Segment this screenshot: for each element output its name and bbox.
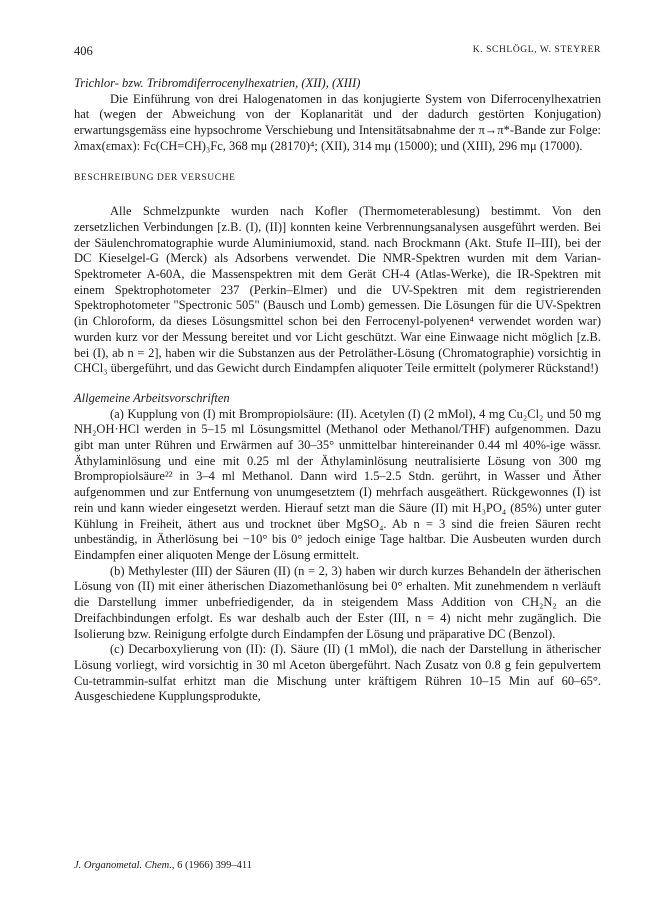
- page-header: [74, 44, 601, 60]
- subsection-heading: Allgemeine Arbeitsvorschriften: [74, 390, 230, 405]
- journal-name: J. Organometal. Chem.: [74, 860, 172, 871]
- page-number: 406: [74, 44, 93, 58]
- body-paragraph: (c) Decarboxylierung von (II): (I). Säure (II) (1 mMol), die nach der Darstellung in ätherischer Lösung vorliegt, wird vorsichtig in 30 ml Aceton übergeführt. Nach Zusatz von 0.8 g fein gepulvertem Cu-tetrammin-sulfat erhitzt man die Mischung unter kräftigem Rühren 10–15 Min auf 60–65°. Ausgeschiedene Kupplungsprodukte,: [74, 642, 601, 704]
- body-paragraph: Die Einführung von drei Halogenatomen in das konjugierte System von Diferrocenylhexatrien hat (wegen der Abweichung von der Koplanarität und der dadurch gestörten Konjugation) erwartungsgemäss eine hypsochrome Verschiebung und Intensitätsabnahme der π→π*-Bande zur Folge: λmax(εmax): Fc(CH=CH)₃Fc, 368 mμ (28170)⁴; (XII), 314 mμ (15000); und (XIII), 296 mμ (17000).: [74, 91, 601, 153]
- body-paragraph: (a) Kupplung von (I) mit Brompropiolsäure: (II). Acetylen (I) (2 mMol), 4 mg Cu₂Cl₂ und 50 mg NH₂OH·HCl werden in 5–15 ml Lösungsmittel (Methanol oder Methanol/THF) aufgenommen. Dazu gibt man unter Rühren und Erwärmen auf 30–35° unmittelbar hintereinander 0.44 ml 40%-ige wässr. Äthylaminlösung und eine mit 0.25 ml der Äthylaminlösung neutralisierte Lösung von 300 mg Brompropiolsäure²² in 3–4 ml Methanol. Dann wird 1.5–2.5 Stdn. gerührt, in Wasser und Äther aufgenommen und zur Entfernung von unumgesetztem (I) mehrfach ausgeäthert. Rückgewonnes (I) ist rein und kann wieder eingesetzt werden. Hierauf setzt man die Säure (II) mit H₃PO₄ (85%) unter guter Kühlung in Freiheit, äthert aus und trocknet über MgSO₄. Ab n = 3 sind die freien Säuren recht unbeständig, in Ätherlösung bei −10° bis 0° jedoch einige Tage haltbar. Die Ausbeuten wurden durch Eindampfen einer aliquoten Menge der Lösung ermittelt.: [74, 406, 601, 562]
- block-gap: [74, 377, 601, 391]
- section-title: BESCHREIBUNG DER VERSUCHE: [74, 172, 236, 183]
- body-paragraph: (b) Methylester (III) der Säuren (II) (n = 2, 3) haben wir durch kurzes Behandeln der ätherischen Lösung von (II) mit einer ätherischen Diazomethanlösung bei 0° erhalten. Mit zunehmendem n verläuft die Darstellung immer unbefriedigender, da in steigendem Mass Addition von CH₂N₂ an die Dreifachbindungen erfolgt. Es war deshalb auch der Ester (III, n = 4) nicht mehr zugänglich. Die Isolierung bzw. Reinigung erfolgte durch Eindampfen der Lösung und präparative DC (Benzol).: [74, 563, 601, 641]
- subsection-heading: Trichlor- bzw. Tribromdiferrocenylhexatrien, (XII), (XIII): [74, 76, 361, 90]
- journal-citation: , 6 (1966) 399–411: [171, 860, 252, 871]
- article-body: [74, 76, 601, 705]
- running-head: K. SCHLÖGL, W. STEYRER: [472, 45, 601, 55]
- body-paragraph: Alle Schmelzpunkte wurden nach Kofler (Thermometerablesung) bestimmt. Von den zersetzlichen Verbindungen [z.B. (I), (II)] konnten keine Verbrennungsanalysen ausgeführt werden. Bei der Säulenchromatographie wurde Aluminiumoxid, stand. nach Brockmann (Akt. Stufe II–III), bei der DC Kieselgel-G (Merck) als Adsorbens verwendet. Die NMR-Spektren wurden mit dem Varian-Spektrometer A-60A, die Massenspektren mit dem Gerät CH-4 (Atlas-Werke), die IR-Spektren mit einem Spektrophotometer 237 (Perkin–Elmer) und die UV-Spektren mit dem registrierenden Spektrophotometer "Spectronic 505" (Bausch und Lomb) gemessen. Die Lösungen für die UV-Spektren (in Chloroform, da dieses Lösungsmittel schon bei den Ferrocenyl-polyenen⁴ verwendet worden war) wurden kurz vor der Messung bereitet und vor Licht geschützt. War eine Einwaage nicht möglich [z.B. bei (I), ab n = 2], haben wir die Substanzen aus der Petroläther-Lösung (Chromatographie) vorsichtig in CHCl₃ übergeführt, und das Gewicht durch Eindampfen aliquoter Teile ermittelt (polymerer Rückstand!): [74, 204, 601, 376]
- journal-footer: [74, 860, 252, 871]
